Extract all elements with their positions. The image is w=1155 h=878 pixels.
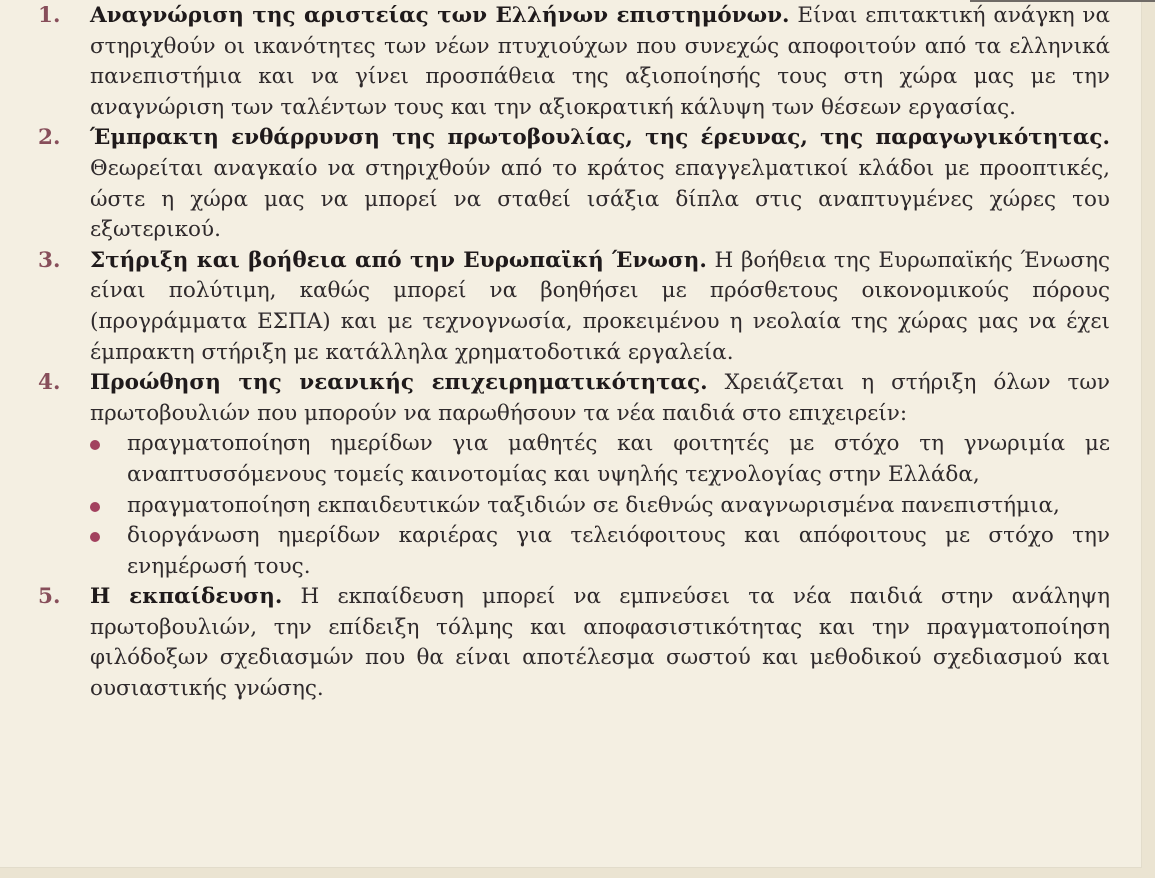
bullet-dot-icon <box>90 502 100 512</box>
list-item-1 <box>38 1 1110 123</box>
item-number: 4. <box>38 370 61 396</box>
list-item-5 <box>38 582 1110 704</box>
item-text: Η βοήθεια της Ευρωπαϊκής Ένωσης είναι πολύτιμη, καθώς μπορεί να βοηθήσει με πρόσθετους οικονομικούς πόρους (προγράμματα ΕΣΠΑ) και με τεχνογνωσία, προκειμένου η νεολαία της χώρας μας να έχει έμπρακτη στήριξη με κατάλληλα χρηματοδοτικά εργαλεία. <box>90 247 1110 365</box>
bullet-list <box>90 429 1110 582</box>
list-item-4 <box>38 368 1110 582</box>
item-heading: Προώθηση της νεανικής επιχειρηματικότητας. <box>90 370 708 396</box>
bullet-text: πραγματοποίηση ημερίδων για μαθητές και φοιτητές με στόχο τη γνωριμία με αναπτυσσόμενους τομείς καινοτομίας και υψηλής τεχνολογίας στην Ελλάδα, <box>127 431 1110 487</box>
item-heading: Στήριξη και βοήθεια από την Ευρωπαϊκή Ένωση. <box>90 247 707 273</box>
list-item-2 <box>38 123 1110 245</box>
item-number: 2. <box>38 125 61 151</box>
item-text: Θεωρείται αναγκαίο να στηριχθούν από το κράτος επαγγελματικοί κλάδοι με προοπτικές, ώστε η χώρα μας να μπορεί να σταθεί ισάξια δίπλα στις αναπτυγμένες χώρες του εξωτερικού. <box>90 155 1110 243</box>
bullet-item <box>90 521 1110 582</box>
item-number: 5. <box>38 584 61 610</box>
item-heading: Η εκπαίδευση. <box>90 584 283 610</box>
item-number: 3. <box>38 247 61 273</box>
list-item-3 <box>38 246 1110 368</box>
item-text: Η εκπαίδευση μπορεί να εμπνεύσει τα νέα παιδιά στην ανάληψη πρωτοβουλιών, την επίδειξη τόλμης και αποφασιστικότητας και την πραγματοποίηση φιλόδοξων σχεδιασμών που θα είναι αποτέλεσμα σωστού και μεθοδικού σχεδιασμού και ουσιαστικής γνώσης. <box>90 584 1110 702</box>
item-heading: Έμπρακτη ενθάρρυνση της πρωτοβουλίας, της έρευνας, της παραγωγικότητας. <box>90 125 1110 151</box>
item-number: 1. <box>38 3 61 28</box>
item-heading: Αναγνώριση της αριστείας των Ελλήνων επιστημόνων. <box>90 3 790 28</box>
bullet-text: διοργάνωση ημερίδων καριέρας για τελειόφοιτους και απόφοιτους με στόχο την ενημέρωσή τους. <box>127 523 1110 579</box>
bullet-dot-icon <box>90 532 100 542</box>
item-text: Είναι επιτακτική ανάγκη να στηριχθούν οι ικανότητες των νέων πτυχιούχων που συνεχώς αποφοιτούν από τα ελληνικά πανεπιστήμια και να γίνει προσπάθεια της αξιοποίησής τους στη χώρα μας με την αναγνώριση των ταλέντων τους και την αξιοκρατική κάλυψη των θέσεων εργασίας. <box>90 3 1111 120</box>
numbered-list <box>38 1 1110 705</box>
bullet-text: πραγματοποίηση εκπαιδευτικών ταξιδιών σε διεθνώς αναγνωρισμένα πανεπιστήμια, <box>127 492 1060 518</box>
bullet-item <box>90 491 1110 522</box>
bullet-item <box>90 429 1110 490</box>
item-text: Χρειάζεται η στήριξη όλων των πρωτοβουλιών που μπορούν να παρωθήσουν τα νέα παιδιά στο επιχειρείν: <box>90 370 1110 426</box>
bullet-dot-icon <box>90 440 100 450</box>
